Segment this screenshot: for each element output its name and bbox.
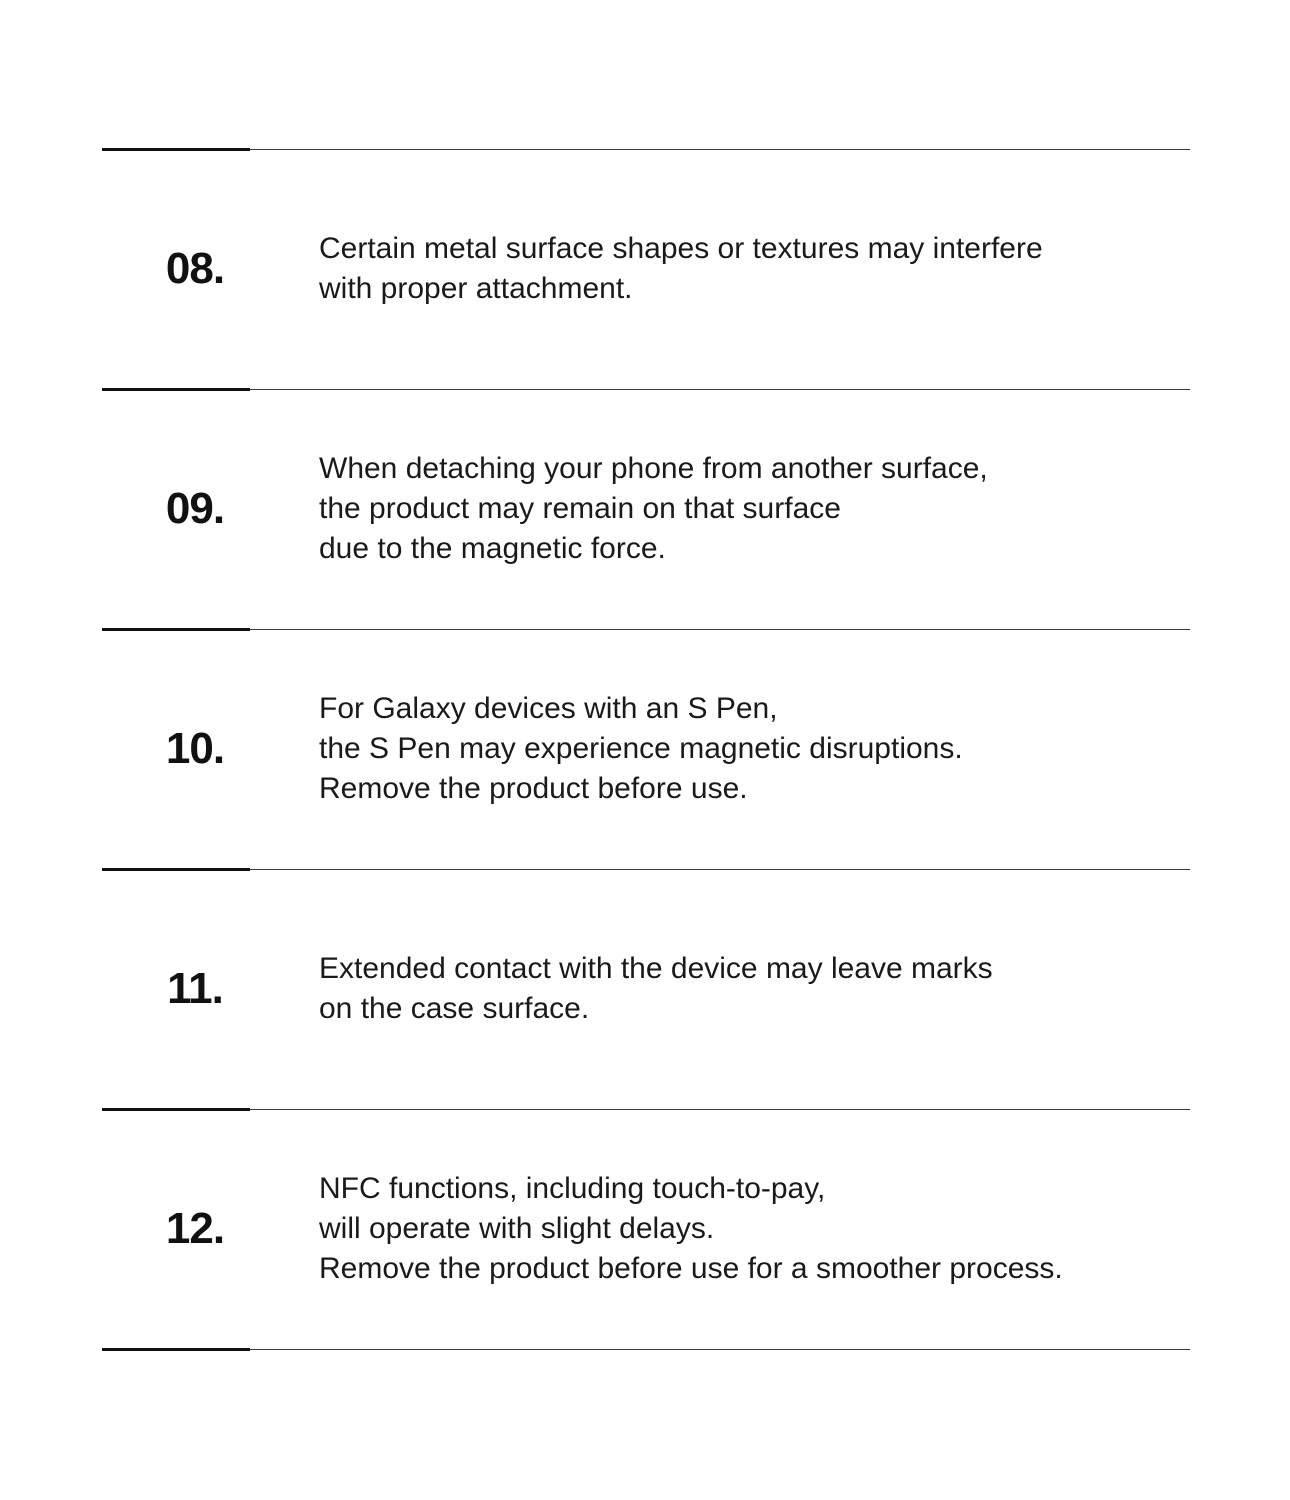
notice-line: When detaching your phone from another surface, — [319, 452, 988, 485]
notice-number: 12. — [165, 1204, 225, 1253]
notice-line: Remove the product before use for a smoother process. — [319, 1252, 1063, 1285]
notice-item-11 — [102, 870, 1190, 1108]
notice-text — [319, 229, 1150, 309]
notice-line: For Galaxy devices with an S Pen, — [319, 692, 778, 725]
notice-text — [319, 1169, 1150, 1289]
notice-number: 10. — [165, 724, 225, 773]
notice-text — [319, 689, 1150, 809]
notice-line: due to the magnetic force. — [319, 532, 666, 565]
notice-line: the S Pen may experience magnetic disruptions. — [319, 732, 963, 765]
divider — [102, 1348, 1190, 1350]
notice-list — [102, 148, 1190, 1350]
notice-line: Certain metal surface shapes or textures may interfere — [319, 232, 1043, 265]
notice-number: 09. — [165, 484, 225, 533]
notice-item-12 — [102, 1110, 1190, 1348]
notice-line: with proper attachment. — [319, 272, 633, 305]
notice-text — [319, 449, 1150, 569]
notice-number: 08. — [165, 244, 225, 293]
notice-line: on the case surface. — [319, 992, 590, 1025]
notice-text — [319, 949, 1150, 1029]
notice-number: 11. — [167, 964, 223, 1013]
notice-line: NFC functions, including touch-to-pay, — [319, 1172, 826, 1205]
notice-line: Remove the product before use. — [319, 772, 748, 805]
notice-line: Extended contact with the device may leave marks — [319, 952, 993, 985]
notice-line: will operate with slight delays. — [319, 1212, 715, 1245]
notice-line: the product may remain on that surface — [319, 492, 841, 525]
notice-item-09 — [102, 390, 1190, 628]
notice-item-08 — [102, 150, 1190, 388]
notice-item-10 — [102, 630, 1190, 868]
